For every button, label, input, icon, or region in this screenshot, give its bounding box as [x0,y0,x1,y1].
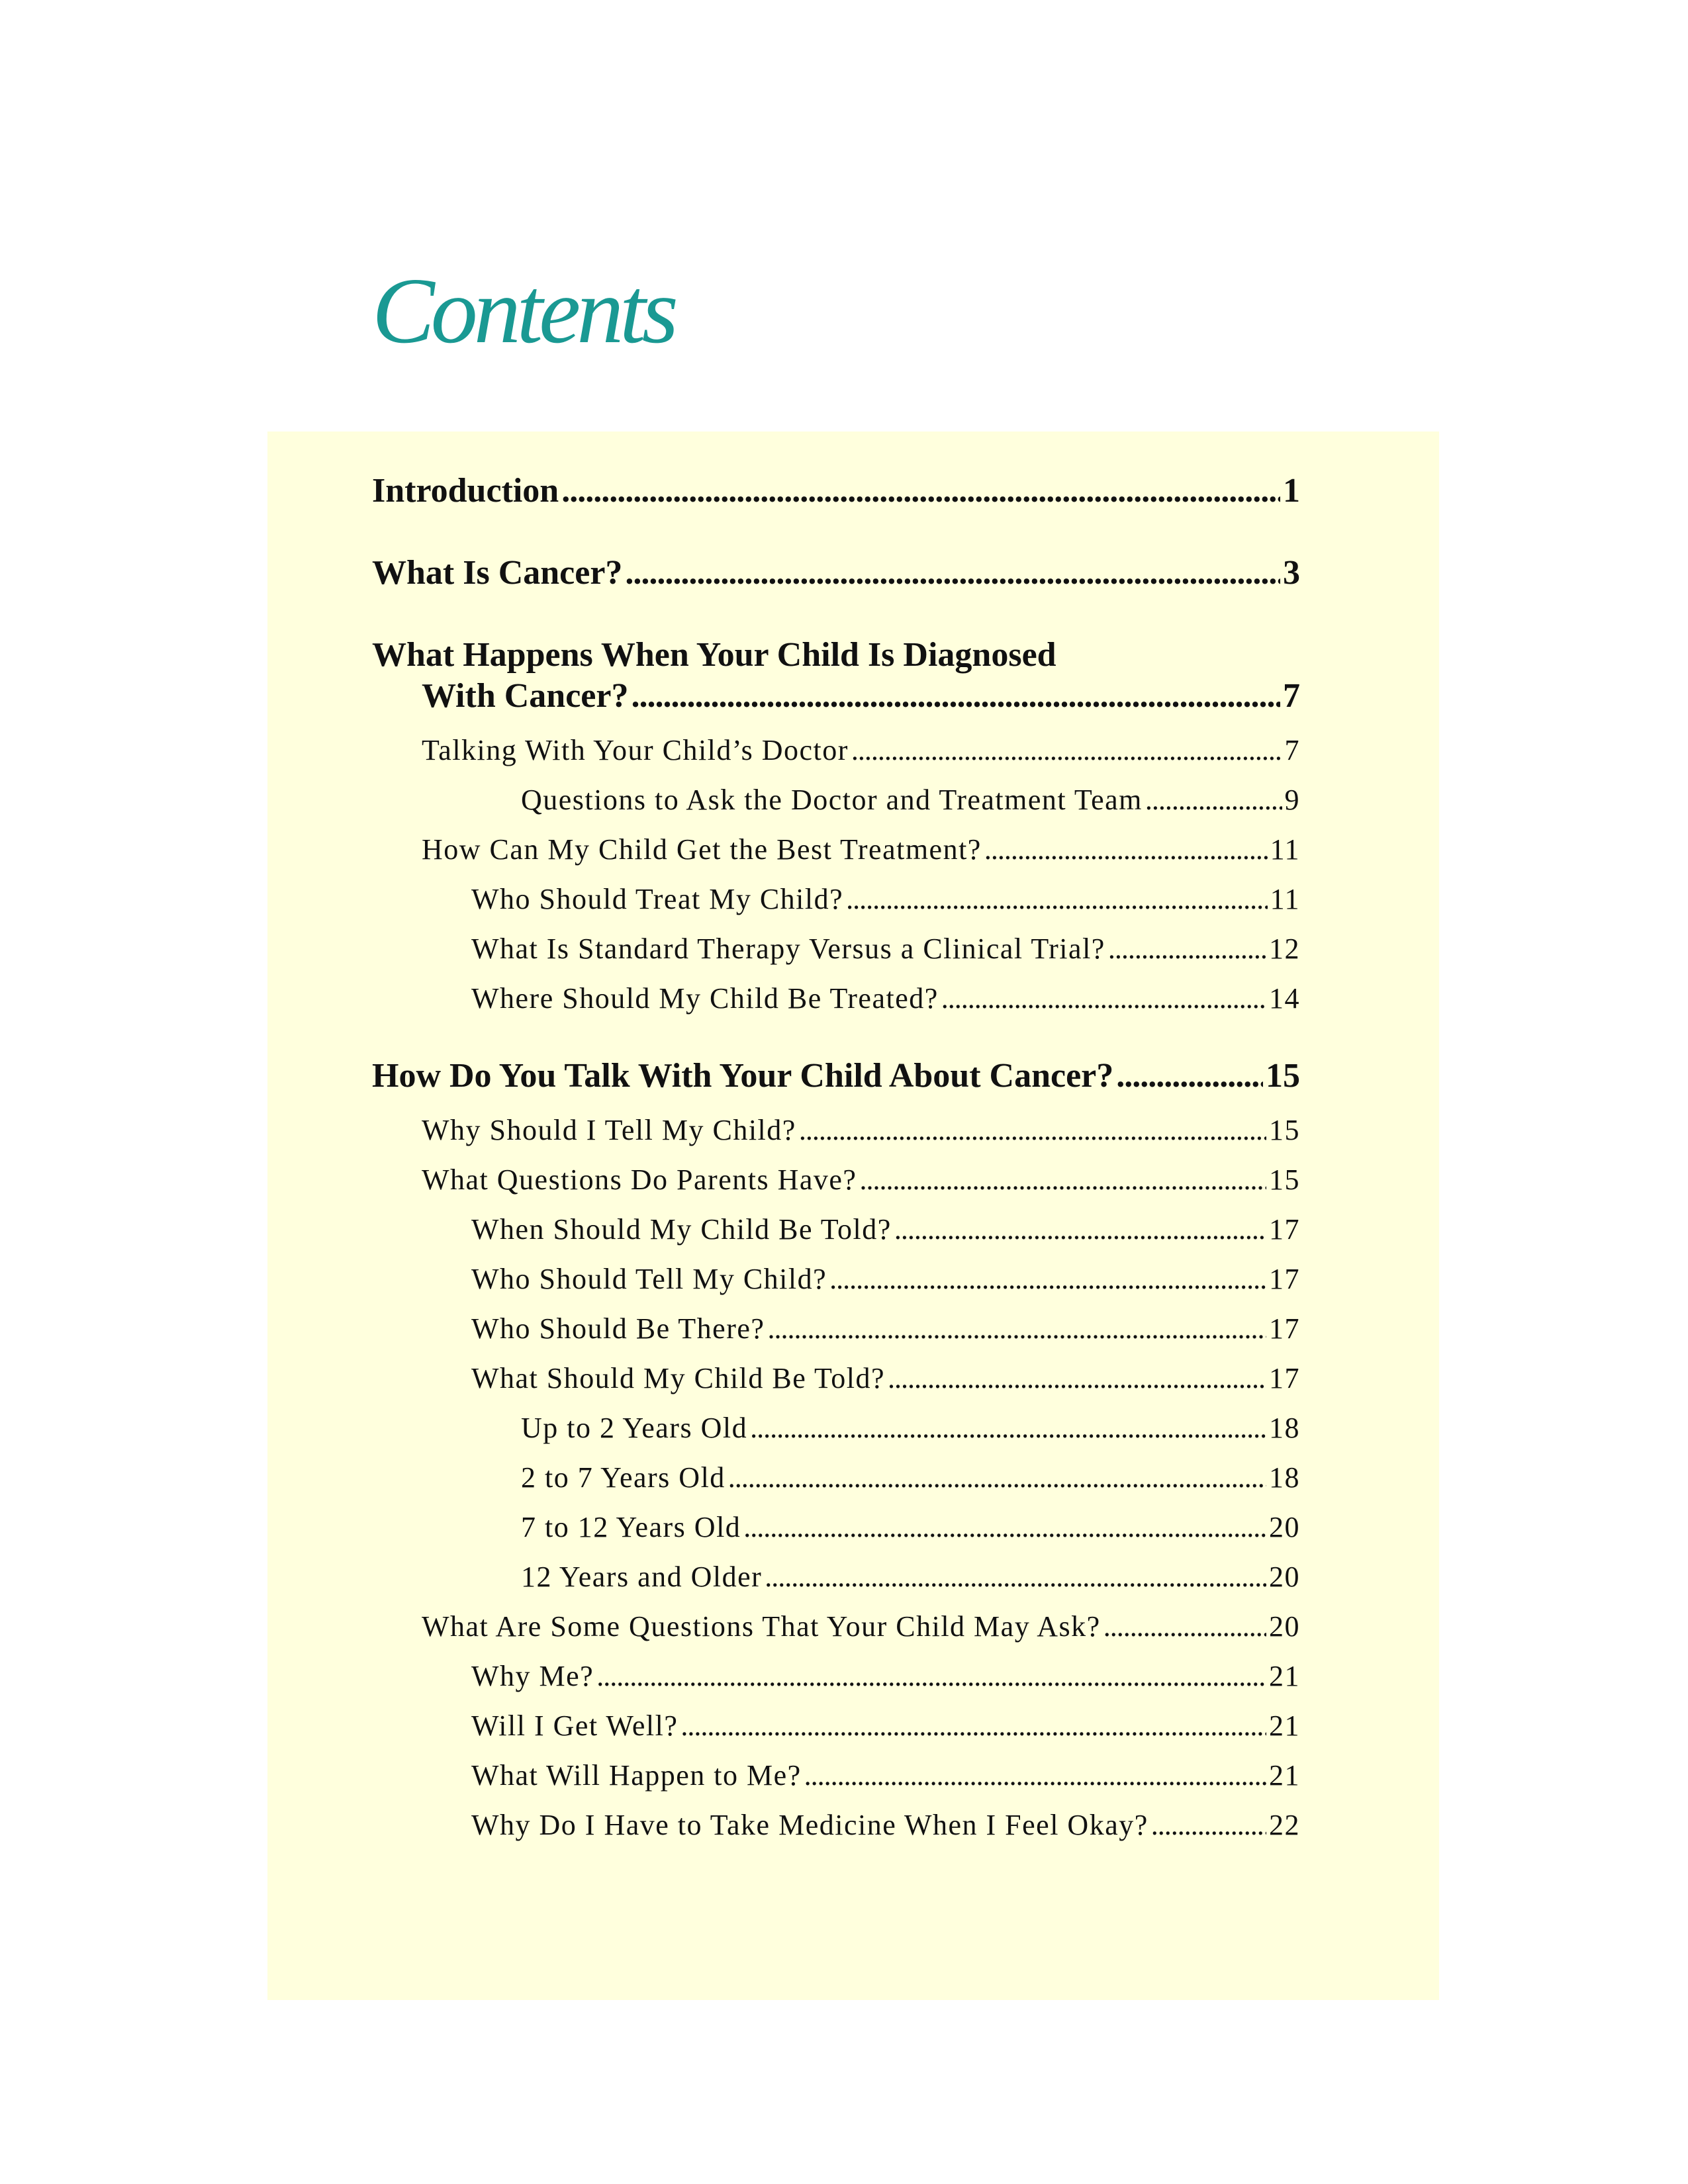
dot-leader [625,553,1280,592]
toc-page-number: 20 [1269,1511,1300,1543]
toc-entry-who-tell[interactable] [372,1262,1300,1296]
toc-entry-take-medicine[interactable] [372,1808,1300,1842]
dot-leader [799,1113,1266,1147]
page-title: Contents [372,258,675,363]
toc-page-number: 21 [1269,1660,1300,1692]
toc-page-number: 15 [1266,1057,1300,1095]
toc-entry-12-and-older[interactable] [372,1560,1300,1594]
toc-label: Why Should I Tell My Child? [422,1114,796,1146]
toc-entry-what-is-cancer[interactable] [372,553,1300,592]
toc-entry-2-to-7[interactable] [372,1461,1300,1494]
toc-entry-who-there[interactable] [372,1312,1300,1345]
toc-entry-where-treated[interactable] [372,981,1300,1015]
dot-leader [804,1758,1266,1792]
toc-label: Talking With Your Child’s Doctor [422,734,849,766]
toc-label: What Will Happen to Me? [471,1759,802,1792]
dot-leader [596,1659,1266,1693]
dot-leader [1151,1808,1266,1842]
toc-page-number: 22 [1269,1809,1300,1841]
dot-leader [743,1510,1266,1544]
toc-page-number: 15 [1269,1163,1300,1196]
toc-entry-standard-therapy[interactable] [372,932,1300,966]
toc-page-number: 14 [1269,982,1300,1015]
dot-leader [1108,932,1266,966]
toc-entry-what-told[interactable] [372,1361,1300,1395]
toc-page-number: 17 [1269,1362,1300,1394]
dot-leader [888,1361,1266,1395]
toc-label: 12 Years and Older [521,1561,763,1593]
dot-leader [829,1262,1266,1296]
toc-label: 7 to 12 Years Old [521,1511,741,1543]
toc-page-number: 11 [1270,833,1300,866]
toc-page-number: 21 [1269,1759,1300,1792]
toc-label: Where Should My Child Be Treated? [471,982,939,1015]
toc-label: Who Should Treat My Child? [471,883,844,915]
toc-entry-best-treatment[interactable] [372,833,1300,866]
toc-label: What Should My Child Be Told? [471,1362,886,1394]
toc-entry-why-tell[interactable] [372,1113,1300,1147]
toc-page-number: 1 [1283,472,1300,510]
toc-entry-diagnosed[interactable] [372,676,1300,715]
toc-entry-talking-doctor[interactable] [372,733,1300,767]
dot-leader [750,1411,1266,1445]
toc-label: Up to 2 Years Old [521,1412,748,1444]
toc-entry-how-talk[interactable] [372,1056,1300,1095]
toc-page-number: 7 [1284,734,1300,766]
toc-page-number: 17 [1269,1312,1300,1345]
toc-page-number: 20 [1269,1610,1300,1643]
dot-leader [941,981,1266,1015]
dot-leader [561,471,1280,510]
toc-page-number: 20 [1269,1561,1300,1593]
dot-leader [765,1560,1266,1594]
toc-label: What Are Some Questions That Your Child May Ask? [422,1610,1101,1643]
toc-label: What Questions Do Parents Have? [422,1163,857,1196]
toc-label: What Is Standard Therapy Versus a Clinical Trial? [471,933,1105,965]
dot-leader [846,882,1267,916]
toc-entry-child-may-ask[interactable] [372,1610,1300,1643]
toc-label: 2 to 7 Years Old [521,1461,726,1494]
toc-label: Who Should Be There? [471,1312,765,1345]
toc-label: With Cancer? [422,677,629,715]
toc-page-number: 7 [1283,677,1300,715]
dot-leader [859,1163,1266,1197]
dot-leader [1145,783,1282,817]
toc-entry-introduction[interactable] [372,471,1300,510]
toc-entry-get-well[interactable] [372,1709,1300,1743]
dot-leader [1103,1610,1266,1643]
toc-page-number: 18 [1269,1461,1300,1494]
dot-leader [851,733,1282,767]
toc-page-number: 18 [1269,1412,1300,1444]
toc-label: Why Do I Have to Take Medicine When I Feel Okay? [471,1809,1149,1841]
toc-label: Why Me? [471,1660,594,1692]
toc-label: How Do You Talk With Your Child About Cancer? [372,1057,1114,1095]
toc-page-number: 17 [1269,1213,1300,1246]
toc-entry-when-told[interactable] [372,1212,1300,1246]
toc-entry-who-treat[interactable] [372,882,1300,916]
toc-page-number: 15 [1269,1114,1300,1146]
toc-page-number: 11 [1270,883,1300,915]
toc-label: Who Should Tell My Child? [471,1263,827,1295]
toc-entry-happen-to-me[interactable] [372,1758,1300,1792]
toc-entry-up-to-2[interactable] [372,1411,1300,1445]
dot-leader [984,833,1268,866]
toc-label: When Should My Child Be Told? [471,1213,892,1246]
toc-entry-diagnosed-line1[interactable]: What Happens When Your Child Is Diagnosed [372,636,1056,674]
dot-leader [767,1312,1266,1345]
toc-label: What Is Cancer? [372,554,623,592]
toc-label: How Can My Child Get the Best Treatment? [422,833,982,866]
dot-leader [728,1461,1266,1494]
toc-page-number: 12 [1269,933,1300,965]
toc-page-number: 21 [1269,1709,1300,1742]
toc-page-number: 9 [1284,784,1300,816]
toc-entry-parent-questions[interactable] [372,1163,1300,1197]
dot-leader [631,676,1280,715]
toc-entry-7-to-12[interactable] [372,1510,1300,1544]
toc-label: Will I Get Well? [471,1709,679,1742]
dot-leader [680,1709,1266,1743]
toc-entry-questions-ask[interactable] [372,783,1300,817]
toc-label: Introduction [372,472,559,510]
toc-label: Questions to Ask the Doctor and Treatment Team [521,784,1143,816]
toc-page-number: 17 [1269,1263,1300,1295]
dot-leader [894,1212,1266,1246]
dot-leader [1116,1056,1263,1095]
toc-page-number: 3 [1283,554,1300,592]
toc-entry-why-me[interactable] [372,1659,1300,1693]
